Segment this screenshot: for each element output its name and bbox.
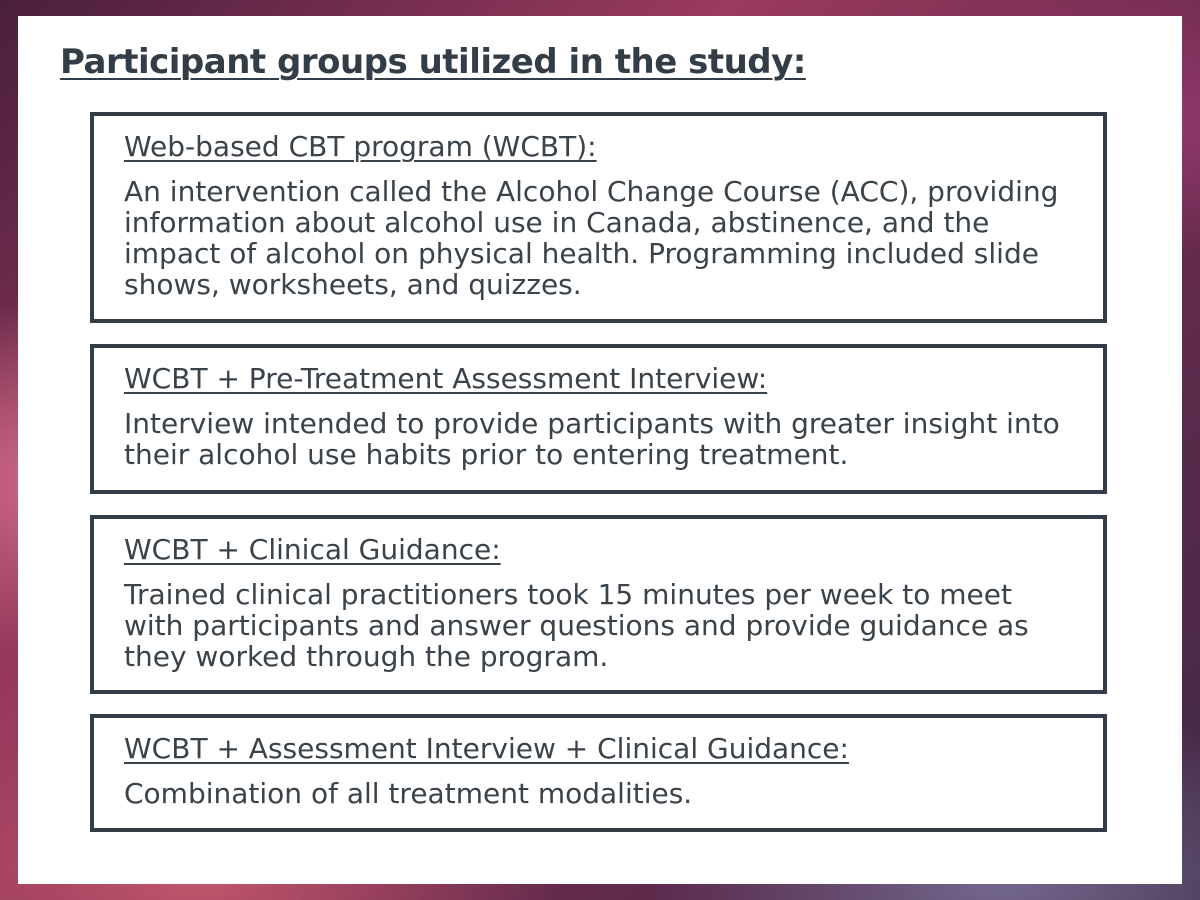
group-description: Combination of all treatment modalities. xyxy=(124,777,693,810)
group-description: Trained clinical practitioners took 15 minutes per week to meet with participants and answer questions and provide guidance as they worked through the program. xyxy=(124,578,1029,673)
group-description: Interview intended to provide participants with greater insight into their alcohol use habits prior to entering treatment. xyxy=(124,407,1060,471)
group-box-combined xyxy=(90,714,1107,832)
slide-panel xyxy=(18,16,1182,884)
group-heading: WCBT + Clinical Guidance: xyxy=(124,533,501,566)
group-box-clinical-guidance xyxy=(90,515,1107,694)
group-heading: WCBT + Pre-Treatment Assessment Interview: xyxy=(124,362,768,395)
group-description: An intervention called the Alcohol Change Course (ACC), providing information about alcohol use in Canada, abstinence, and the impact of alcohol on physical health. Programming included slide shows, worksheets, and quizzes. xyxy=(124,175,1059,301)
group-heading: WCBT + Assessment Interview + Clinical Guidance: xyxy=(124,732,849,765)
slide-title: Participant groups utilized in the study: xyxy=(60,42,806,82)
group-box-wcbt xyxy=(90,112,1107,323)
group-heading: Web-based CBT program (WCBT): xyxy=(124,130,597,163)
group-box-pre-treatment-interview xyxy=(90,344,1107,494)
